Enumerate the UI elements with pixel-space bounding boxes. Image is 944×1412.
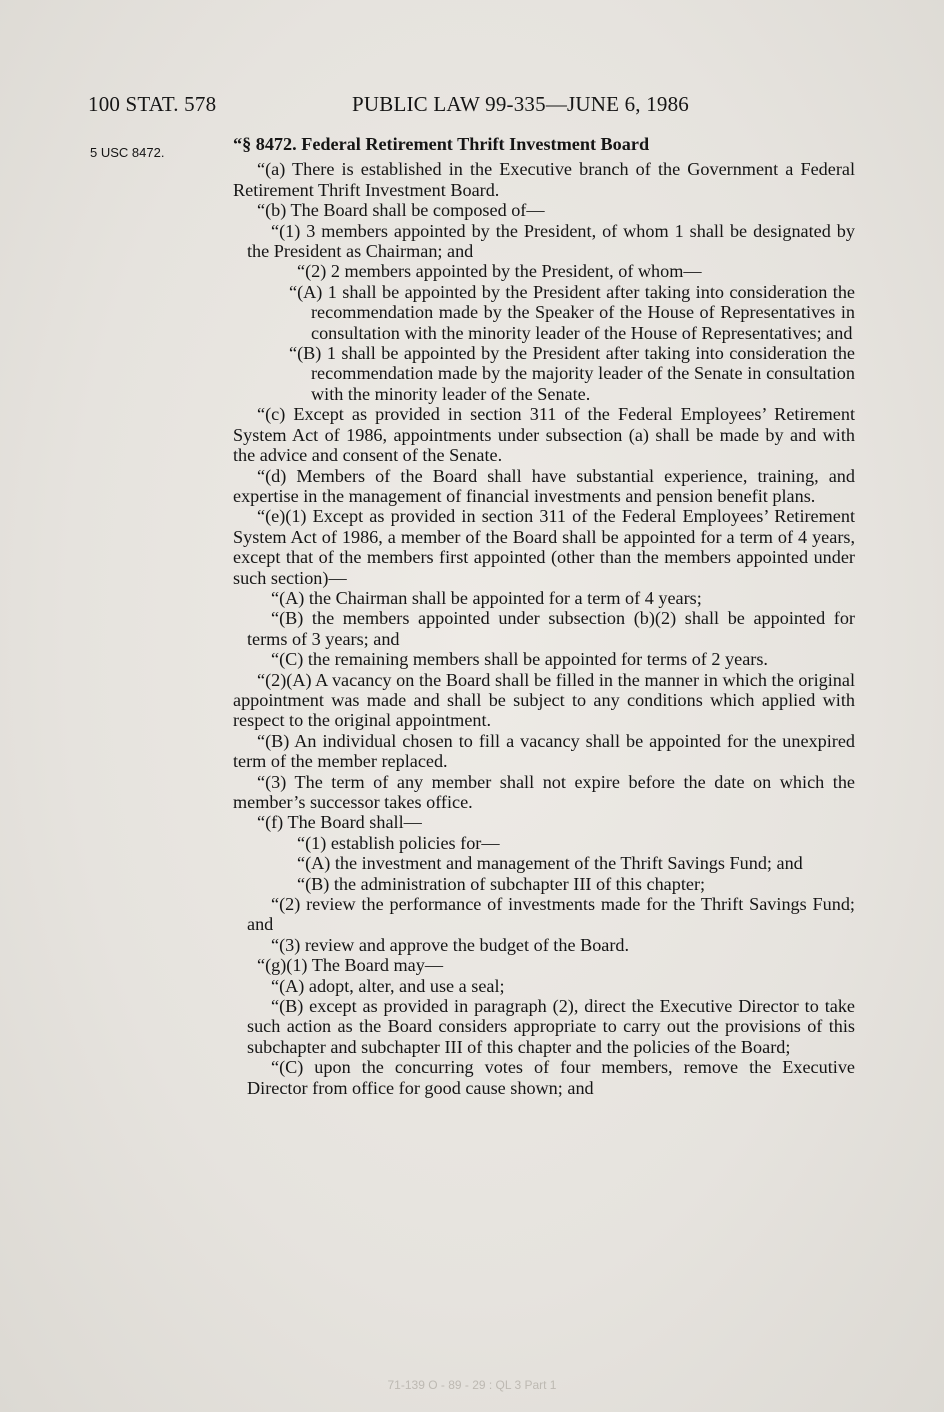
paragraph-f1a: “(A) the investment and management of the Thrift Savings Fund; and — [297, 853, 803, 874]
paragraph-b2: “(2) 2 members appointed by the President, of whom— — [297, 261, 702, 282]
paragraph-g1: “(g)(1) The Board may— — [257, 955, 444, 976]
paragraph-b: “(b) The Board shall be composed of— — [257, 200, 545, 221]
paragraph-c: “(c) Except as provided in section 311 of the Federal Employees’ Retirement System Act of 1986, appointments under subsection (a) shall be made by and with the advice and consent of the Senate. — [233, 404, 855, 466]
paragraph-b2b: “(B) 1 shall be appointed by the President after taking into consideration the recommendation made by the majority leader of the Senate in consultation with the minority leader of the Senate. — [289, 343, 855, 404]
paragraph-a: “(a) There is established in the Executive branch of the Government a Federal Retirement Thrift Investment Board. — [233, 159, 855, 200]
paragraph-f3: “(3) review and approve the budget of the Board. — [271, 934, 630, 955]
paragraph-b2a: “(A) 1 shall be appointed by the President after taking into consideration the recommendation made by the Speaker of the House of Representatives in consultation with the minority leader of the House of Representatives; and — [289, 281, 855, 343]
statute-text — [233, 134, 855, 1098]
paragraph-g1b: “(B) except as provided in paragraph (2), direct the Executive Director to take such action as the Board considers appropriate to carry out the provisions of this subchapter and subchapter III of this chapter and the policies of the Board; — [247, 996, 855, 1057]
paragraph-e1b: “(B) the members appointed under subsection (b)(2) shall be appointed for terms of 3 years; and — [247, 608, 855, 649]
paragraph-f: “(f) The Board shall— — [257, 812, 422, 833]
section-heading: “§ 8472. Federal Retirement Thrift Investment Board — [233, 134, 650, 154]
paragraph-e1c: “(C) the remaining members shall be appointed for terms of 2 years. — [271, 649, 768, 670]
print-footer: 71-139 O - 89 - 29 : QL 3 Part 1 — [387, 1378, 557, 1392]
paragraph-f2: “(2) review the performance of investments made for the Thrift Savings Fund; and — [247, 894, 855, 935]
margin-citation: 5 USC 8472. — [90, 145, 165, 160]
paragraph-e3: “(3) The term of any member shall not expire before the date on which the member’s successor takes office. — [233, 771, 855, 812]
paragraph-d: “(d) Members of the Board shall have substantial experience, training, and expertise in the management of financial investments and pension benefit plans. — [233, 465, 855, 506]
paragraph-b1: “(1) 3 members appointed by the President, of whom 1 shall be designated by the President as Chairman; and — [247, 220, 855, 262]
paragraph-e1: “(e)(1) Except as provided in section 311 of the Federal Employees’ Retirement System Act of 1986, a member of the Board shall be appointed for a term of 4 years, except that of the members first appointed (other than the members appointed under such section)— — [233, 506, 855, 588]
page-reference: 100 STAT. 578 — [88, 92, 217, 116]
paragraph-g1c: “(C) upon the concurring votes of four members, remove the Executive Director from office for good cause shown; and — [247, 1057, 855, 1098]
paragraph-e2a: “(2)(A) A vacancy on the Board shall be filled in the manner in which the original appointment was made and shall be subject to any conditions which applied with respect to the original appointment. — [233, 669, 855, 731]
paragraph-f1: “(1) establish policies for— — [297, 832, 500, 853]
paragraph-g1a: “(A) adopt, alter, and use a seal; — [271, 975, 505, 996]
paragraph-e1a: “(A) the Chairman shall be appointed for a term of 4 years; — [271, 587, 702, 608]
paragraph-e2b: “(B) An individual chosen to fill a vacancy shall be appointed for the unexpired term of the member replaced. — [233, 730, 855, 772]
law-title: PUBLIC LAW 99-335—JUNE 6, 1986 — [352, 92, 690, 116]
paragraph-f1b: “(B) the administration of subchapter III of this chapter; — [297, 873, 706, 894]
